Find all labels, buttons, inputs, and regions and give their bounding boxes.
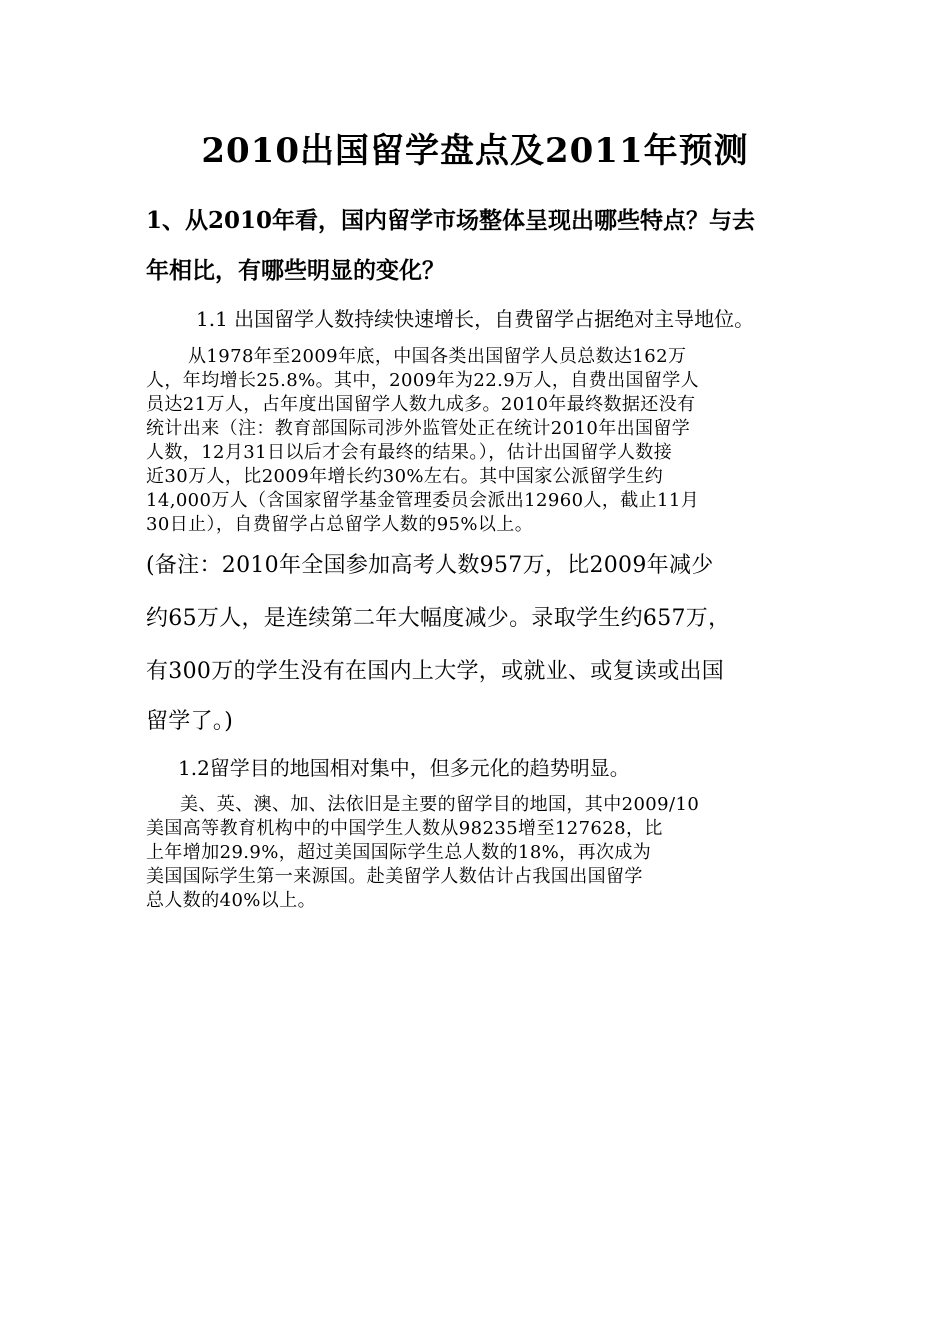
body-line: 人，年均增长25.8%。其中，2009年为22.9万人，自费出国留学人 [146, 370, 700, 391]
body-line: 30日止），自费留学占总留学人数的95%以上。 [146, 514, 534, 535]
question-heading-line-2: 年相比，有哪些明显的变化？ [146, 257, 445, 284]
body-line: 员达21万人，占年度出国留学人数九成多。2010年最终数据还没有 [146, 394, 696, 415]
body-line: 总人数的40%以上。 [146, 890, 317, 911]
note-line: 约65万人，是连续第二年大幅度减少。录取学生约657万， [146, 606, 731, 631]
body-line: 上年增加29.9%，超过美国国际学生总人数的18%，再次成为 [146, 842, 652, 863]
section-1-1-body [146, 345, 811, 537]
body-line: 美国国际学生第一来源国。赴美留学人数估计占我国出国留学 [146, 866, 643, 887]
body-line: 美、英、澳、加、法依旧是主要的留学目的地国，其中2009/10 [180, 794, 700, 815]
question-heading-line-1: 1、从2010年看，国内留学市场整体呈现出哪些特点？与去 [146, 207, 756, 234]
note-line: 有300万的学生没有在国内上大学，或就业、或复读或出国 [146, 659, 725, 684]
note-line: (备注：2010年全国参加高考人数957万，比2009年减少 [146, 553, 714, 578]
document-title: 2010出国留学盘点及2011年预测 [201, 131, 749, 171]
section-1-1-heading: 1.1 出国留学人数持续快速增长，自费留学占据绝对主导地位。 [196, 307, 755, 331]
body-line: 统计出来（注：教育部国际司涉外监管处正在统计2010年出国留学 [146, 418, 691, 439]
body-line: 从1978年至2009年底，中国各类出国留学人员总数达162万 [188, 346, 687, 367]
section-1-2-heading: 1.2留学目的地国相对集中，但多元化的趋势明显。 [178, 756, 630, 780]
body-line: 美国高等教育机构中的中国学生人数从98235增至127628，比 [146, 818, 663, 839]
body-line: 人数，12月31日以后才会有最终的结果。），估计出国留学人数接 [146, 442, 673, 463]
body-line: 14,000万人（含国家留学基金管理委员会派出12960人，截止11月 [146, 490, 700, 511]
section-1-2-body [146, 793, 811, 913]
note-line: 留学了。) [146, 709, 234, 734]
body-line: 近30万人，比2009年增长约30%左右。其中国家公派留学生约 [146, 466, 664, 487]
